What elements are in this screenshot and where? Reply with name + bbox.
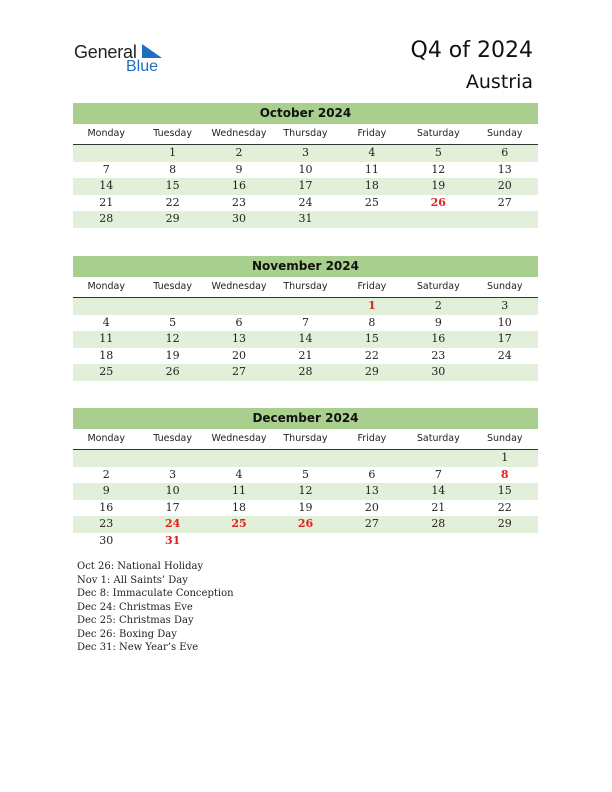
day-cell: 2	[235, 146, 243, 159]
empty-day-cell	[405, 533, 471, 550]
day-cell: 8	[169, 162, 177, 176]
holiday-note: Dec 31: New Year’s Eve	[77, 642, 199, 653]
day-cell: 25	[364, 195, 379, 209]
day-cell: 17	[165, 500, 180, 514]
empty-day-cell	[339, 533, 405, 550]
day-cell: 3	[169, 467, 177, 481]
holiday-note: Dec 26: Boxing Day	[77, 628, 177, 640]
day-cell: 21	[99, 195, 114, 209]
weekday-label: Monday	[87, 128, 125, 139]
weekday-label: Saturday	[416, 128, 460, 139]
day-cell: 16	[99, 500, 114, 514]
day-cell: 4	[235, 467, 243, 481]
holiday-note: Dec 25: Christmas Day	[77, 615, 194, 626]
week-row	[73, 195, 538, 212]
day-cell: 31	[164, 533, 181, 547]
day-cell: 7	[434, 467, 442, 481]
day-cell: 3	[301, 146, 309, 159]
empty-day-cell	[472, 211, 538, 228]
empty-day-cell	[405, 211, 471, 228]
day-cell: 24	[298, 195, 313, 209]
day-cell: 21	[431, 500, 446, 514]
day-cell: 16	[232, 179, 247, 192]
week-row	[73, 348, 538, 365]
day-cell: 28	[298, 365, 313, 378]
weekday-label: Tuesday	[153, 128, 192, 139]
empty-day-cell	[206, 533, 272, 550]
weekday-label: Saturday	[416, 433, 460, 444]
empty-day-cell	[73, 450, 139, 467]
weekday-label: Wednesday	[211, 128, 267, 139]
empty-day-cell	[206, 450, 272, 467]
day-cell: 17	[497, 332, 512, 345]
day-cell: 5	[434, 146, 442, 159]
day-cell: 13	[497, 162, 512, 176]
day-cell: 23	[431, 348, 446, 362]
weekday-label: Wednesday	[211, 281, 267, 292]
week-row	[73, 178, 538, 195]
day-cell: 29	[165, 212, 180, 225]
day-cell: 6	[235, 315, 243, 329]
weekday-label: Sunday	[486, 281, 523, 292]
empty-day-cell	[339, 211, 405, 228]
day-cell: 4	[368, 146, 376, 159]
weekday-label: Tuesday	[153, 281, 192, 292]
day-cell: 2	[434, 299, 442, 312]
day-cell: 7	[301, 315, 309, 329]
day-cell: 7	[102, 162, 110, 176]
day-cell: 28	[431, 517, 446, 530]
week-row	[73, 162, 538, 179]
day-cell: 13	[232, 332, 247, 345]
day-cell: 8	[500, 467, 509, 481]
day-cell: 22	[497, 500, 512, 514]
day-cell: 13	[364, 484, 379, 497]
empty-day-cell	[73, 298, 139, 315]
day-cell: 3	[501, 299, 509, 312]
empty-day-cell	[272, 298, 338, 315]
day-cell: 24	[497, 348, 512, 362]
weekday-label: Thursday	[283, 128, 328, 139]
day-cell: 15	[364, 332, 379, 345]
weekday-label: Monday	[87, 433, 125, 444]
week-row	[73, 467, 538, 484]
month-november	[73, 256, 538, 381]
weekday-label: Friday	[357, 128, 387, 139]
day-cell: 1	[368, 299, 376, 312]
day-cell: 30	[232, 212, 247, 225]
page-title: Q4 of 2024	[410, 38, 533, 63]
day-cell: 27	[364, 517, 379, 530]
day-cell: 21	[298, 348, 313, 362]
weekday-label: Thursday	[283, 281, 328, 292]
empty-day-cell	[139, 298, 205, 315]
empty-day-cell	[206, 298, 272, 315]
day-cell: 10	[298, 162, 313, 176]
day-cell: 11	[232, 484, 247, 497]
weekday-label: Monday	[87, 281, 125, 292]
empty-day-cell	[472, 533, 538, 550]
empty-day-cell	[339, 450, 405, 467]
holiday-note: Nov 1: All Saints’ Day	[77, 574, 188, 586]
day-cell: 14	[298, 332, 313, 345]
day-cell: 30	[431, 365, 446, 378]
day-cell: 20	[232, 348, 247, 362]
day-cell: 14	[431, 484, 446, 497]
week-row	[73, 145, 538, 162]
day-cell: 18	[232, 500, 247, 514]
weekday-header-row	[73, 124, 538, 145]
day-cell: 29	[364, 365, 379, 378]
day-cell: 30	[99, 533, 114, 547]
weekday-header-row	[73, 429, 538, 450]
day-cell: 19	[431, 179, 446, 192]
week-row	[73, 364, 538, 381]
day-cell: 22	[165, 195, 180, 209]
day-cell: 6	[368, 467, 376, 481]
day-cell: 24	[164, 517, 181, 530]
empty-day-cell	[472, 364, 538, 381]
day-cell: 8	[368, 315, 376, 329]
day-cell: 20	[497, 179, 512, 192]
week-row	[73, 331, 538, 348]
day-cell: 18	[99, 348, 114, 362]
day-cell: 19	[165, 348, 180, 362]
month-title: December 2024	[73, 408, 538, 429]
day-cell: 27	[232, 365, 247, 378]
day-cell: 26	[297, 517, 314, 530]
week-row	[73, 315, 538, 332]
week-row	[73, 500, 538, 517]
month-october	[73, 103, 538, 228]
weekday-label: Saturday	[416, 281, 460, 292]
empty-day-cell	[73, 145, 139, 162]
day-cell: 15	[497, 484, 512, 497]
day-cell: 1	[169, 146, 177, 159]
day-cell: 12	[431, 162, 446, 176]
holiday-note: Dec 24: Christmas Eve	[77, 601, 193, 613]
weekday-label: Friday	[357, 281, 387, 292]
day-cell: 12	[165, 332, 180, 345]
day-cell: 6	[501, 146, 509, 159]
holiday-notes	[77, 560, 234, 655]
day-cell: 9	[434, 315, 442, 329]
weekday-header-row	[73, 277, 538, 298]
generalblue-logo	[74, 40, 184, 80]
day-cell: 9	[235, 162, 243, 176]
month-title: October 2024	[73, 103, 538, 124]
country-name: Austria	[465, 71, 533, 93]
day-cell: 9	[102, 484, 110, 497]
logo-text-blue: Blue	[126, 58, 159, 75]
empty-day-cell	[272, 450, 338, 467]
week-row	[73, 483, 538, 500]
day-cell: 16	[431, 332, 446, 345]
day-cell: 29	[497, 517, 512, 530]
day-cell: 12	[298, 484, 313, 497]
holiday-note: Oct 26: National Holiday	[77, 561, 204, 572]
day-cell: 26	[165, 365, 180, 378]
month-title: November 2024	[73, 256, 538, 277]
week-row	[73, 211, 538, 228]
week-row	[73, 450, 538, 467]
day-cell: 19	[298, 500, 313, 514]
day-cell: 18	[364, 179, 379, 192]
empty-day-cell	[405, 450, 471, 467]
week-row	[73, 516, 538, 533]
logo-text-general: General	[74, 42, 137, 62]
week-row	[73, 533, 538, 550]
day-cell: 5	[301, 467, 309, 481]
day-cell: 10	[497, 315, 512, 329]
day-cell: 22	[364, 348, 379, 362]
weekday-label: Tuesday	[153, 433, 192, 444]
weekday-label: Friday	[357, 433, 387, 444]
day-cell: 28	[99, 212, 114, 225]
day-cell: 25	[99, 365, 114, 378]
week-row	[73, 298, 538, 315]
day-cell: 25	[231, 517, 247, 530]
weekday-label: Wednesday	[211, 433, 267, 444]
day-cell: 2	[102, 467, 110, 481]
empty-day-cell	[272, 533, 338, 550]
empty-day-cell	[139, 450, 205, 467]
day-cell: 14	[99, 179, 114, 192]
day-cell: 11	[364, 162, 379, 176]
day-cell: 23	[99, 517, 114, 530]
weekday-label: Sunday	[486, 128, 523, 139]
day-cell: 26	[430, 195, 446, 209]
weekday-label: Sunday	[486, 433, 523, 444]
day-cell: 10	[165, 484, 180, 497]
day-cell: 4	[102, 315, 110, 329]
day-cell: 31	[298, 212, 313, 225]
day-cell: 15	[165, 179, 180, 192]
day-cell: 23	[232, 195, 247, 209]
holiday-note: Dec 8: Immaculate Conception	[77, 588, 234, 599]
day-cell: 27	[497, 195, 512, 209]
day-cell: 17	[298, 179, 313, 192]
day-cell: 20	[364, 500, 379, 514]
day-cell: 1	[501, 451, 509, 464]
weekday-label: Thursday	[283, 433, 328, 444]
day-cell: 11	[99, 332, 114, 345]
month-december	[73, 408, 538, 549]
day-cell: 5	[169, 315, 177, 329]
